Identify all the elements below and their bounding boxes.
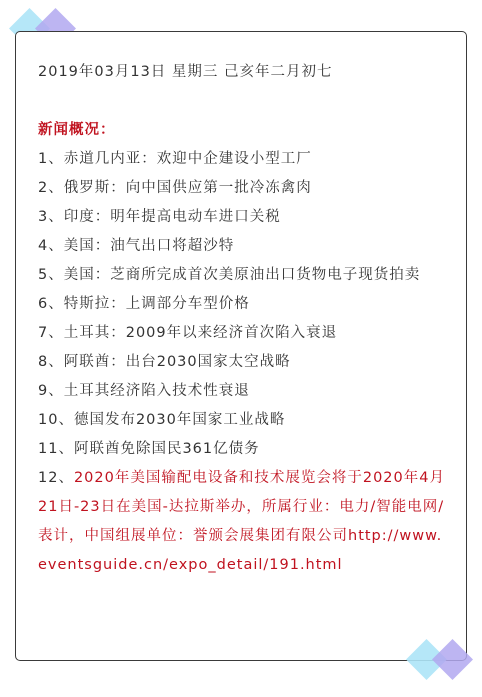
spacer <box>38 87 448 116</box>
date-line: 2019年03月13日 星期三 己亥年二月初七 <box>38 64 333 80</box>
news-content <box>38 58 448 580</box>
news-item-6: 6、特斯拉：上调部分车型价格 <box>38 296 250 312</box>
news-item-12 <box>38 464 448 580</box>
news-item-2: 2、俄罗斯：向中国供应第一批冷冻禽肉 <box>38 180 312 196</box>
news-item-10: 10、德国发布2030年国家工业战略 <box>38 412 286 428</box>
news-item-1: 1、赤道几内亚：欢迎中企建设小型工厂 <box>38 151 312 167</box>
news-item-12-text[interactable]: 2020年美国输配电设备和技术展览会将于2020年4月21日-23日在美国-达拉斯举办，所属行业：电力/智能电网/表计，中国组展单位：誉颁会展集团有限公司http://www.eventsguide.cn/expo_detail/191.html <box>38 470 445 573</box>
news-item-5: 5、美国：芝商所完成首次美原油出口货物电子现货拍卖 <box>38 267 421 283</box>
news-item-8: 8、阿联酋：出台2030国家太空战略 <box>38 354 291 370</box>
news-item-11: 11、阿联酋免除国民361亿债务 <box>38 441 260 457</box>
news-item-4: 4、美国：油气出口将超沙特 <box>38 238 235 254</box>
news-item-9: 9、土耳其经济陷入技术性衰退 <box>38 383 250 399</box>
section-title: 新闻概况： <box>38 122 116 138</box>
news-item-12-prefix: 12、 <box>38 470 74 486</box>
news-item-3: 3、印度：明年提高电动车进口关税 <box>38 209 281 225</box>
news-item-7: 7、土耳其：2009年以来经济首次陷入衰退 <box>38 325 338 341</box>
